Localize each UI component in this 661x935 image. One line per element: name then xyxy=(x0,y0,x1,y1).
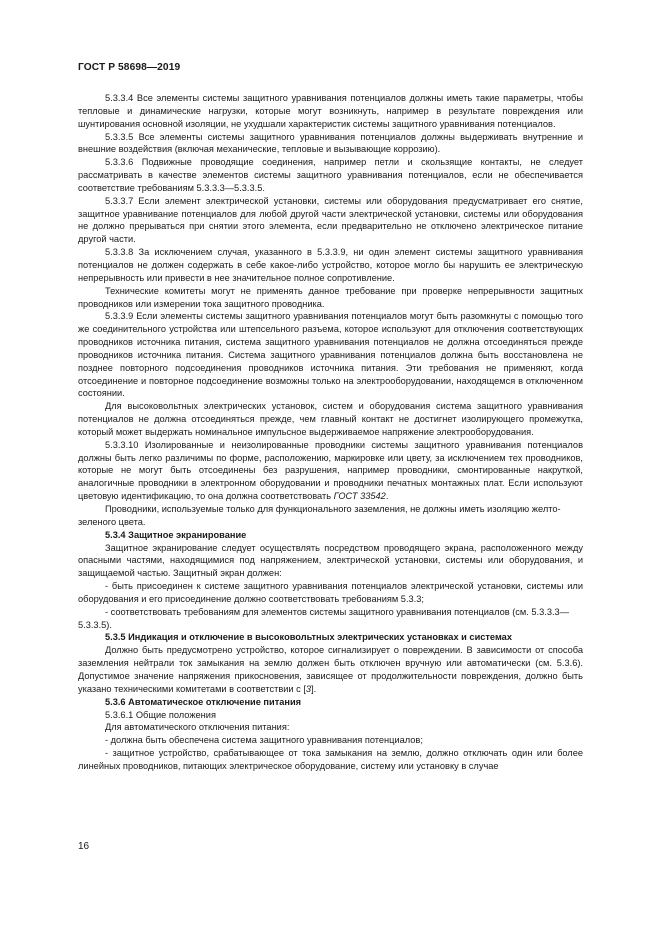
paragraph-functional-earthing: Проводники, используемые только для функционального заземления, не должны иметь изоляцию желто-зеленого цвета. xyxy=(78,504,561,527)
list-item-protective-device: - защитное устройство, срабатывающее от тока замыкания на землю, должно отключать один или более линейных проводников, питающих электрическое оборудование, систему или установку в случае xyxy=(78,748,583,771)
list-item-bonding-system: - должна быть обеспечена система защитного уравнивания потенциалов; xyxy=(105,735,423,746)
paragraph-5-3-3-6: 5.3.3.6 Подвижные проводящие соединения, например петли и скользящие контакты, не следует рассматривать в качестве элементов системы защитного уравнивания потенциалов, если не обеспечивается соответствие требованиям 5.3.3.3—5.3.3.5. xyxy=(78,157,583,193)
paragraph-5-3-3-10: 5.3.3.10 Изолированные и неизолированные проводники системы защитного уравнивания потенциалов должны быть легко различимы по форме, расположению, маркировке или цвету, за исключением тех проводников, которые не могут быть отсоединены без разрушения, например проводники, смонтированные накруткой, аналогичные проводники в электронном оборудовании и проводники печатных монтажных плат. Если используют цветовую идентификацию, то она должна соответствовать ГОСТ 33542. xyxy=(78,439,583,502)
paragraph-5-3-3-7: 5.3.3.7 Если элемент электрической установки, системы или оборудования предусматривает его снятие, защитное уравнивание потенциалов для любой другой части электрической установки, системы или оборудования не должно прерываться при снятии этого элемента, если предварительно не отключено электрическое питание другой части. xyxy=(78,195,583,245)
section-heading-5-3-5: 5.3.5 Индикация и отключение в высоковольтных электрических установках и системах xyxy=(105,632,512,643)
paragraph-5-3-3-10-text: 5.3.3.10 Изолированные и неизолированные проводники системы защитного уравнивания потенциалов должны быть легко различимы по форме, расположению, маркировке или цвету, за исключением тех проводников, которые не могут быть отсоединены без разрушения, например проводники, смонтированные накруткой, аналогичные проводники в электронном оборудовании и проводники печатных монтажных плат. Если используют цветовую идентификацию, то она должна соответствовать xyxy=(78,439,583,502)
subsection-heading-5-3-6-1: 5.3.6.1 Общие положения xyxy=(105,709,216,720)
paragraph-5-3-3-8: 5.3.3.8 За исключением случая, указанного в 5.3.3.9, ни один элемент системы защитного уравнивания потенциалов не должен содержать в себе какое-либо устройство, которое могло бы нарушить ее электрическую непрерывность или привести в нее значительное полное сопротивление. xyxy=(78,247,583,283)
document-header: ГОСТ Р 58698—2019 xyxy=(78,62,181,73)
page-number: 16 xyxy=(78,841,90,852)
paragraph-indication: Должно быть предусмотрено устройство, которое сигнализирует о повреждении. В зависимости от способа заземления нейтрали ток замыкания на землю должен быть отключен вручную или автоматически (см. 5.3.6). Допустимое значение напряжения прикосновения, зависящее от продолжительности повреждения, должно быть указано техническими комитетами в соответствии с [3]. xyxy=(78,645,583,694)
paragraph-5-3-3-9: 5.3.3.9 Если элементы системы защитного уравнивания потенциалов могут быть разомкнуты с помощью того же соединительного устройства или штепсельного разъема, которое используют для отключения соответствующих проводников источника питания, система защитного уравнивания потенциалов не должна отсоединяться прежде проводников источника питания. Система защитного уравнивания потенциалов должна быть восстановлена не позднее повторного подсоединения проводников источника питания. Эти требования не применяют, когда отсоединение и повторное подсоединение возможны только на электрооборудовании, находящемся в отключенном состоянии. xyxy=(78,311,583,399)
paragraph-protective-screening: Защитное экранирование следует осуществлять посредством проводящего экрана, расположенного между опасными частями, находящимися под напряжением, электрической установки, системы или оборудования, и защищаемой частью. Защитный экран должен: xyxy=(78,542,583,579)
list-item-screen-requirements: - соответствовать требованиям для элементов системы защитного уравнивания потенциалов (см. 5.3.3.3—5.3.3.5). xyxy=(78,606,569,630)
bibliography-ref: 3 xyxy=(305,683,312,694)
section-heading-5-3-6: 5.3.6 Автоматическое отключение питания xyxy=(105,696,302,707)
document-body xyxy=(78,92,583,773)
gost-reference: ГОСТ 33542 xyxy=(333,491,386,502)
paragraph-5-3-3-4: 5.3.3.4 Все элементы системы защитного уравнивания потенциалов должны иметь такие параметры, чтобы тепловые и динамические нагрузки, которые могут возникнуть, например в результате повреждения или шунтирования основной изоляции, не ухудшали характеристик системы защитного уравнивания потенциалов. xyxy=(78,93,583,129)
section-heading-5-3-4: 5.3.4 Защитное экранирование xyxy=(105,529,247,540)
list-item-screen-connected: - быть присоединен к системе защитного уравнивания потенциалов электрической установки, системы или оборудования и его присоединение должно соответствовать требованиям 5.3.3; xyxy=(78,581,583,604)
paragraph-auto-disconnect-intro: Для автоматического отключения питания: xyxy=(105,722,290,733)
paragraph-tech-committees-note: Технические комитеты могут не применять данное требование при проверке непрерывности защитных проводников или измерении тока защитного проводника. xyxy=(78,285,583,309)
paragraph-indication-text: Должно быть предусмотрено устройство, которое сигнализирует о повреждении. В зависимости от способа заземления нейтрали ток замыкания на землю должен быть отключен вручную или автоматически (см. 5.3.6). Допустимое значение напряжения прикосновения, зависящее от продолжительности повреждения, должно быть указано техническими комитетами в соответствии с [ xyxy=(78,645,583,694)
paragraph-5-3-3-5: 5.3.3.5 Все элементы системы защитного уравнивания потенциалов должны выдерживать внутренние и внешние воздействия (включая механические, тепловые и вызывающие коррозию). xyxy=(78,131,583,155)
paragraph-high-voltage-note: Для высоковольтных электрических установок, систем и оборудования система защитного уравнивания потенциалов не должна отсоединяться прежде, чем главный контакт не достигнет изолирующего промежутка, который может выдержать номинальное импульсное выдерживаемое напряжение электрооборудования. xyxy=(78,401,583,437)
